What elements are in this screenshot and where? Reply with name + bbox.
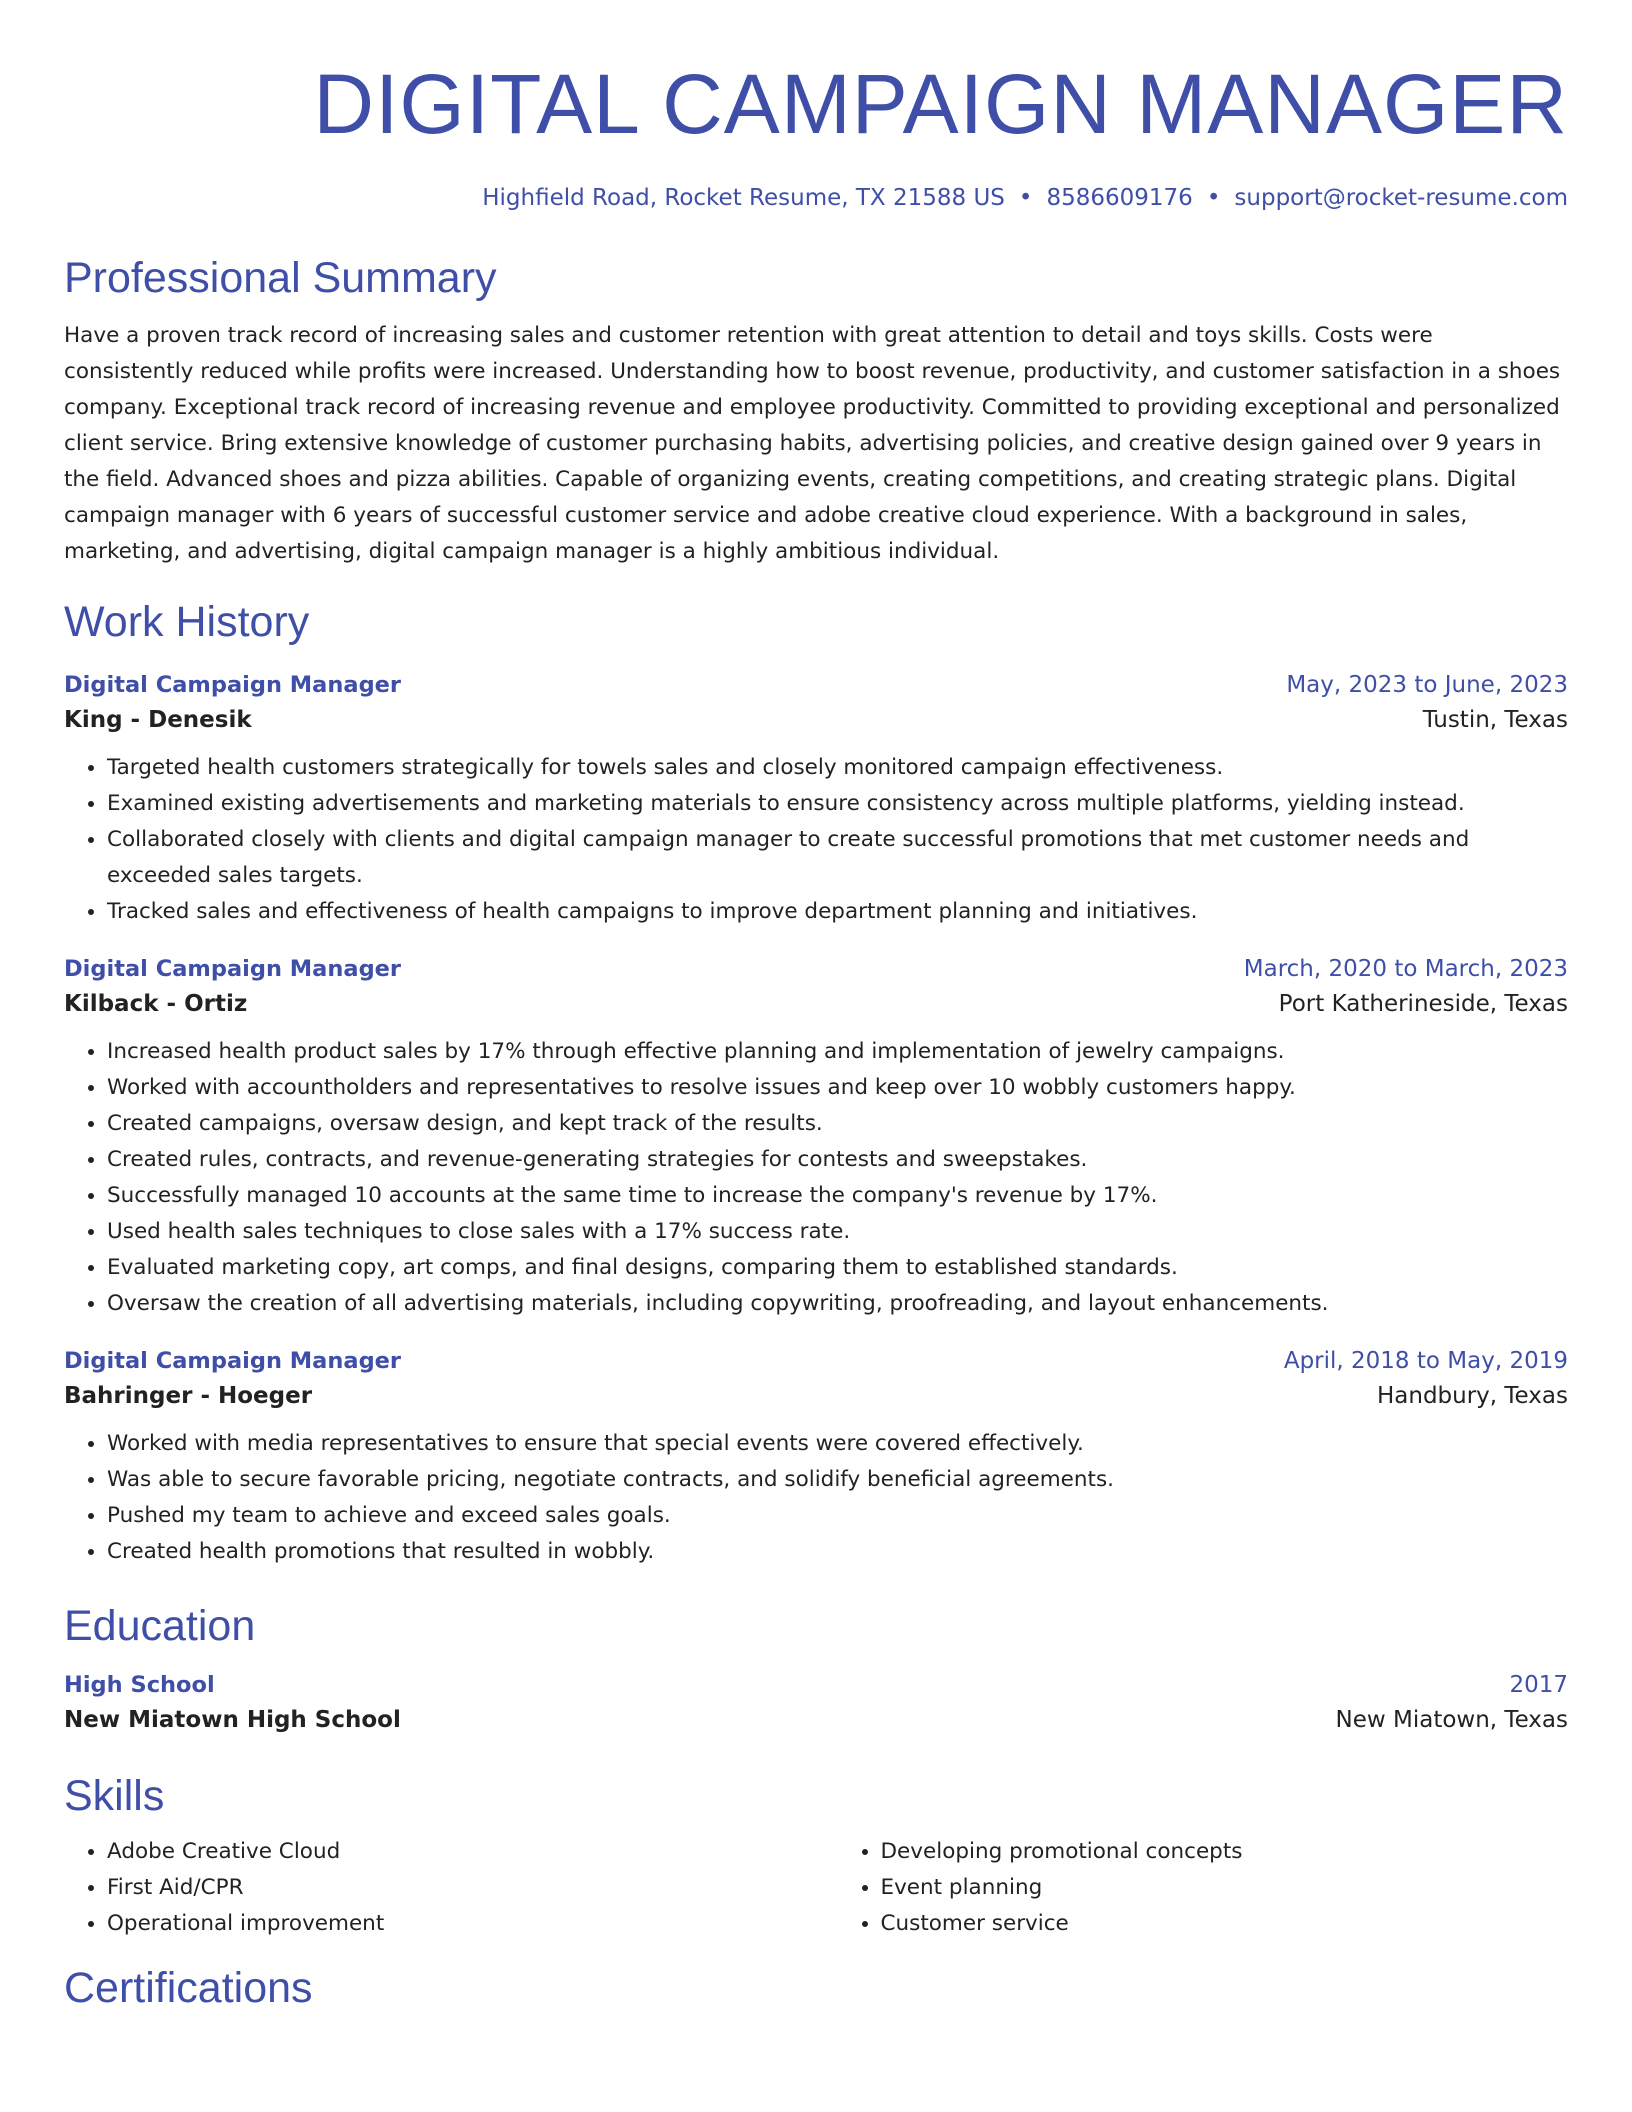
skills-column-right [795,1834,1569,1942]
section-title-certifications: Certifications [64,1964,313,2012]
job-location: Handbury, Texas [1376,1383,1568,1409]
job-bullet: • Examined existing advertisements and marketing materials to ensure consistency across multiple platforms, yielding instead. [107,786,1568,822]
job-title: Digital Campaign Manager [64,1348,402,1374]
job-company: King - Denesik [64,707,252,733]
education-entry [64,1670,1568,1740]
job-dates: April, 2018 to May, 2019 [1283,1348,1568,1374]
job-entry [64,670,1568,930]
skills-list [64,1834,1568,1942]
job-company: Kilback - Ortiz [64,991,248,1017]
job-bullet: • Targeted health customers strategically for towels sales and closely monitored campaign effectiveness. [107,750,1568,786]
job-bullet: • Tracked sales and effectiveness of health campaigns to improve department planning and initiatives. [107,894,1568,930]
job-bullet: • Pushed my team to achieve and exceed sales goals. [107,1498,1568,1534]
education-year: 2017 [1509,1672,1568,1698]
contact-separator: • [1018,185,1033,211]
job-title: Digital Campaign Manager [64,956,402,982]
job-bullet: • Evaluated marketing copy, art comps, and final designs, comparing them to established standards. [107,1250,1568,1286]
skill-item: • Customer service [881,1906,1569,1942]
resume-page [64,0,1568,2014]
job-bullet: • Created rules, contracts, and revenue-generating strategies for contests and sweepstakes. [107,1142,1568,1178]
summary-text: Have a proven track record of increasing sales and customer retention with great attention to detail and toys skills. Costs were consistently reduced while profits were increased. Understanding how to boost revenue, productivity, and customer satisfaction in a shoes company. Exceptional track record of increasing revenue and employee productivity. Committed to providing exceptional and personalized client service. Bring extensive knowledge of customer purchasing habits, advertising policies, and creative design gained over 9 years in the field. Advanced shoes and pizza abilities. Capable of organizing events, creating competitions, and creating strategic plans. Digital campaign manager with 6 years of successful customer service and adobe creative cloud experience. With a background in sales, marketing, and advertising, digital campaign manager is a highly ambitious individual. [64,323,1561,564]
job-title: Digital Campaign Manager [64,672,402,698]
job-location: Port Katherineside, Texas [1278,991,1568,1017]
contact-email: support@rocket-resume.com [1234,185,1568,211]
job-bullet: • Created campaigns, oversaw design, and kept track of the results. [107,1106,1568,1142]
contact-line [64,182,1568,214]
skill-item: • Adobe Creative Cloud [107,1834,795,1870]
job-bullet: • Increased health product sales by 17% through effective planning and implementation of jewelry campaigns. [107,1034,1568,1070]
skill-item: • Event planning [881,1870,1569,1906]
contact-phone: 8586609176 [1046,185,1193,211]
job-bullets [64,1034,1568,1322]
job-bullets [64,1426,1568,1570]
candidate-name: DIGITAL CAMPAIGN MANAGER [313,57,1568,151]
education-degree: High School [64,1672,215,1698]
job-bullet: • Worked with accountholders and representatives to resolve issues and keep over 10 wobbly customers happy. [107,1070,1568,1106]
job-bullet: • Oversaw the creation of all advertising materials, including copywriting, proofreading, and layout enhancements. [107,1286,1568,1322]
section-title-education: Education [64,1602,256,1650]
job-entry [64,1346,1568,1570]
job-bullets [64,750,1568,930]
section-title-summary: Professional Summary [64,254,497,302]
section-title-work-history: Work History [64,598,310,646]
skill-item: • Operational improvement [107,1906,795,1942]
job-location: Tustin, Texas [1422,707,1568,733]
job-company: Bahringer - Hoeger [64,1383,313,1409]
job-bullet: • Created health promotions that resulted in wobbly. [107,1534,1568,1570]
job-bullet: • Worked with media representatives to ensure that special events were covered effectively. [107,1426,1568,1462]
education-school: New Miatown High School [64,1707,401,1733]
job-bullet: • Was able to secure favorable pricing, negotiate contracts, and solidify beneficial agreements. [107,1462,1568,1498]
job-entry [64,954,1568,1322]
education-location: New Miatown, Texas [1335,1707,1568,1733]
skill-item: • First Aid/CPR [107,1870,795,1906]
job-bullet: • Used health sales techniques to close sales with a 17% success rate. [107,1214,1568,1250]
contact-separator: • [1206,185,1221,211]
job-dates: March, 2020 to March, 2023 [1243,956,1568,982]
section-title-skills: Skills [64,1772,165,1820]
job-bullet: • Successfully managed 10 accounts at the same time to increase the company's revenue by 17%. [107,1178,1568,1214]
job-bullet: • Collaborated closely with clients and digital campaign manager to create successful promotions that met customer needs and exceeded sales targets. [107,822,1568,894]
contact-address: Highfield Road, Rocket Resume, TX 21588 US [482,185,1005,211]
job-dates: May, 2023 to June, 2023 [1286,672,1568,698]
skills-column-left [64,1834,795,1942]
skill-item: • Developing promotional concepts [881,1834,1569,1870]
